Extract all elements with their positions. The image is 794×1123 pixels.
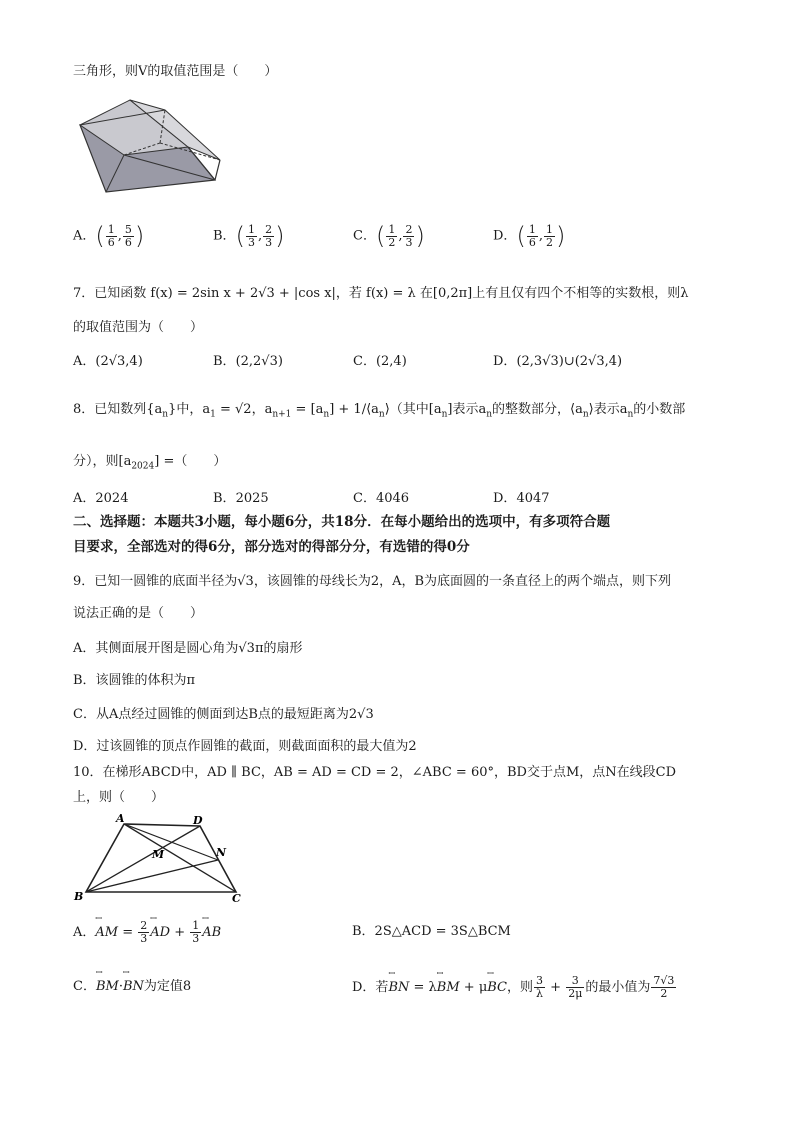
q9-stem-line1: 9．已知一圆锥的底面半径为√3，该圆锥的母线长为2，A，B为底面圆的一条直径上的两个端点，则下列	[73, 574, 672, 589]
q8-option-d[interactable]: D．4047	[493, 491, 550, 506]
q10-option-a[interactable]: A．ꟷ AM = $\frac{2}{3}$ ꟷ AD + $\frac{1}{3}$ ꟷ AB	[73, 920, 352, 945]
q10-trapezoid-figure	[70, 812, 250, 907]
q6-prism-figure	[70, 95, 230, 205]
label-c: C	[232, 892, 241, 905]
q7-option-b[interactable]: B．(2,2√3)	[213, 354, 283, 369]
q9-stem-line2: 说法正确的是（ ）	[73, 606, 204, 621]
q6-option-b[interactable]: B．( $\frac{1}{3}$ , $\frac{2}{3}$ )	[213, 222, 285, 250]
q6-option-a[interactable]: A．( $\frac{1}{6}$ , $\frac{5}{6}$ )	[73, 222, 145, 250]
section2-heading-line2: 目要求，全部选对的得6分，部分选对的得部分分，有选错的得0分	[73, 539, 470, 555]
label-n: N	[216, 846, 227, 859]
q10-stem-line2: 上，则（ ）	[73, 790, 165, 805]
q6-option-c[interactable]: C．( $\frac{1}{2}$ , $\frac{2}{3}$ )	[353, 222, 425, 250]
q10-option-c[interactable]: C．ꟷ BM·ꟷ BN为定值8	[73, 975, 352, 1000]
q8-option-a[interactable]: A．2024	[73, 491, 129, 506]
q7-option-c[interactable]: C．(2,4)	[353, 354, 407, 369]
q10-stem-line1: 10．在梯形ABCD中，AD ∥ BC，AB = AD = CD = 2，∠ABC = 60°，BD交于点M，点N在线段CD	[73, 765, 677, 780]
q8-stem-line2: 分），则$[a_{2024}]$ =（ ）	[73, 454, 227, 472]
q9-option-b[interactable]: B．该圆锥的体积为π	[73, 673, 196, 688]
label-d: D	[193, 814, 203, 827]
q8-options	[73, 487, 633, 506]
q7-stem-line2: 的取值范围为（ ）	[73, 320, 204, 335]
q6-option-d[interactable]: D．( $\frac{1}{6}$ , $\frac{1}{2}$ )	[493, 222, 566, 250]
q7-option-d[interactable]: D．(2,3√3)∪(2√3,4)	[493, 354, 623, 369]
q9-option-c[interactable]: C．从A点经过圆锥的侧面到达B点的最短距离为2√3	[73, 707, 374, 722]
q9-option-d[interactable]: D．过该圆锥的顶点作圆锥的截面，则截面面积的最大值为2	[73, 739, 417, 754]
q7-stem-line1: 7．已知函数 f(x) = 2sin x + 2√3 + |cos x|，若 f(x) = λ 在[0,2π]上有且仅有四个不相等的实数根，则λ	[73, 286, 689, 301]
q10-option-b[interactable]: B．2S△ACD = 3S△BCM	[352, 924, 511, 939]
q6-options	[73, 222, 633, 250]
q10-options-row2	[73, 974, 675, 1000]
q10-option-d[interactable]: D．若ꟷ BN = λꟷ BM + μꟷ BC，则 $\frac{3}{\lambda}$ + $\frac{3}{2\mu}$ 的最小值为 $\frac{7√3}{2}$	[352, 975, 631, 1000]
q10-options-row1	[73, 920, 631, 945]
label-a: A	[116, 812, 125, 825]
q7-option-a[interactable]: A．(2√3,4)	[73, 354, 143, 369]
q9-option-a[interactable]: A．其侧面展开图是圆心角为√3π的扇形	[73, 641, 303, 656]
label-m: M	[152, 848, 165, 861]
q8-option-c[interactable]: C．4046	[353, 491, 410, 506]
q8-option-b[interactable]: B．2025	[213, 491, 269, 506]
section2-heading-line1: 二、选择题：本题共3小题，每小题6分，共18分．在每小题给出的选项中，有多项符合题	[73, 514, 611, 530]
q7-options	[73, 350, 633, 369]
q6-stem: 三角形，则V的取值范围是（ ）	[73, 64, 278, 79]
q8-stem-line1: 8．已知数列$\{a_n\}$中，$a_1 = √2$，$a_{n+1} = [a_n]$ + $1/⟨a_n⟩$（其中$[a_n]$表示$a_n$的整数部分，$⟨a_n⟩$表示$a_n$的小数部	[73, 402, 686, 420]
label-b: B	[74, 890, 84, 903]
